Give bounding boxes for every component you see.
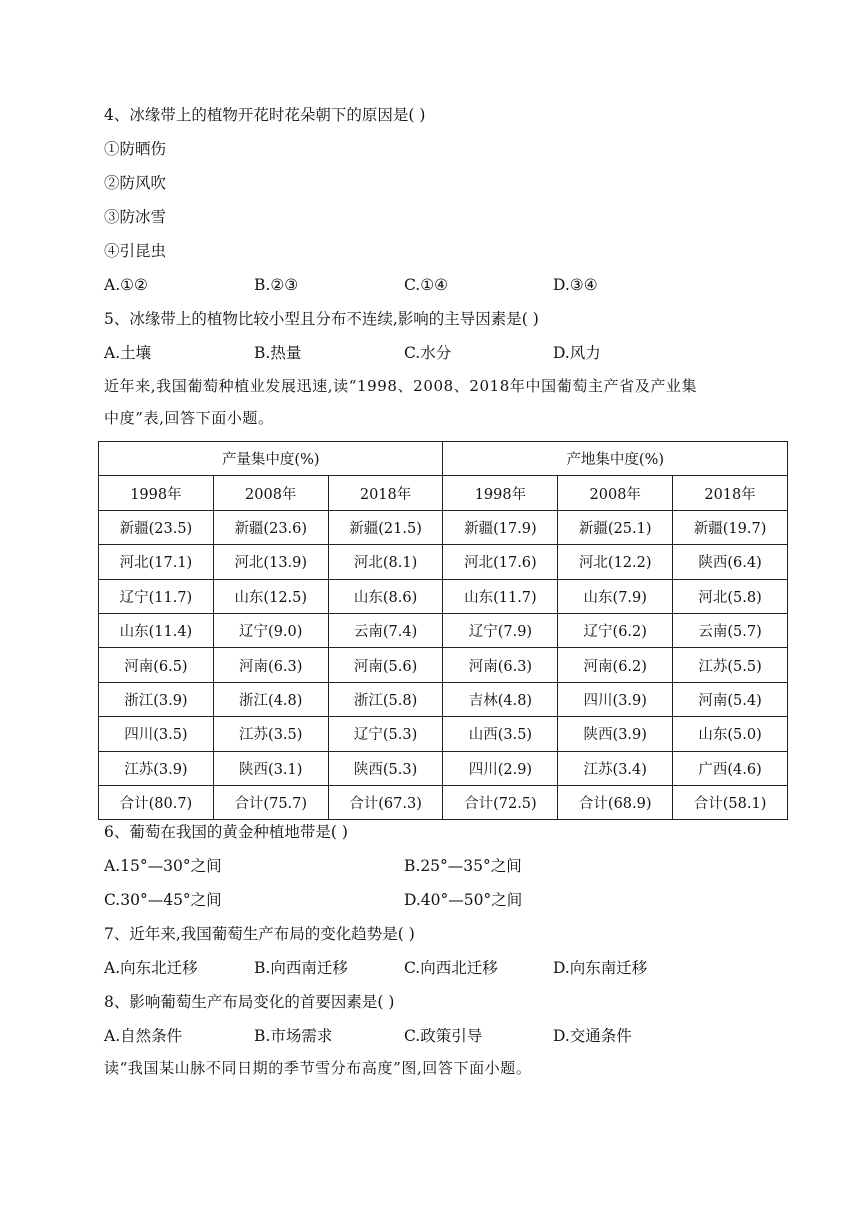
q4-option-c[interactable]: C.①④ xyxy=(404,276,449,294)
table-cell: 新疆(21.5) xyxy=(328,510,443,544)
table-cell: 广西(4.6) xyxy=(673,751,788,785)
table-cell: 河北(17.1) xyxy=(99,545,214,579)
q7-stem: 7、近年来,我国葡萄生产布局的变化趋势是( ) xyxy=(104,925,415,943)
table-cell: 陕西(6.4) xyxy=(673,545,788,579)
table-cell: 吉林(4.8) xyxy=(443,682,558,716)
table-cell: 河南(5.4) xyxy=(673,682,788,716)
year-header: 1998年 xyxy=(99,476,214,510)
table-row xyxy=(99,579,788,613)
q5-option-a[interactable]: A.土壤 xyxy=(104,344,152,362)
q8-option-a[interactable]: A.自然条件 xyxy=(104,1027,183,1045)
table-row xyxy=(99,717,788,751)
table-cell: 新疆(17.9) xyxy=(443,510,558,544)
table-cell: 浙江(5.8) xyxy=(328,682,443,716)
q8-option-b[interactable]: B.市场需求 xyxy=(254,1027,333,1045)
table-cell: 新疆(23.6) xyxy=(213,510,328,544)
table-cell: 江苏(3.4) xyxy=(558,751,673,785)
year-header: 2018年 xyxy=(673,476,788,510)
year-header: 2018年 xyxy=(328,476,443,510)
table-cell: 四川(3.5) xyxy=(99,717,214,751)
table-cell: 新疆(19.7) xyxy=(673,510,788,544)
table-cell: 合计(80.7) xyxy=(99,785,214,819)
table-cell: 辽宁(7.9) xyxy=(443,613,558,647)
intro-snow-chart: 读“我国某山脉不同日期的季节雪分布高度”图,回答下面小题。 xyxy=(104,1059,532,1077)
year-header: 2008年 xyxy=(213,476,328,510)
table-cell: 山东(11.7) xyxy=(443,579,558,613)
table-cell: 山东(7.9) xyxy=(558,579,673,613)
table-cell: 陕西(3.9) xyxy=(558,717,673,751)
q8-option-c[interactable]: C.政策引导 xyxy=(404,1027,483,1045)
table-year-header-row xyxy=(99,476,788,510)
table-cell: 江苏(3.9) xyxy=(99,751,214,785)
q4-item-2: ②防风吹 xyxy=(104,174,167,192)
intro-line-1: 近年来,我国葡萄种植业发展迅速,读“1998、2008、2018年中国葡萄主产省及产业集 xyxy=(104,377,698,395)
q6-stem: 6、葡萄在我国的黄金种植地带是( ) xyxy=(104,823,348,841)
table-cell: 辽宁(9.0) xyxy=(213,613,328,647)
table-cell: 河北(5.8) xyxy=(673,579,788,613)
table-cell: 合计(67.3) xyxy=(328,785,443,819)
table-cell: 辽宁(11.7) xyxy=(99,579,214,613)
grape-concentration-table xyxy=(98,441,788,820)
q4-item-4: ④引昆虫 xyxy=(104,242,167,260)
table-cell: 陕西(5.3) xyxy=(328,751,443,785)
q7-option-d[interactable]: D.向东南迁移 xyxy=(553,959,648,977)
q7-option-a[interactable]: A.向东北迁移 xyxy=(104,959,198,977)
table-cell: 山东(8.6) xyxy=(328,579,443,613)
table-cell: 河北(12.2) xyxy=(558,545,673,579)
q4-item-3: ③防冰雪 xyxy=(104,208,167,226)
table-cell: 河北(8.1) xyxy=(328,545,443,579)
q4-option-b[interactable]: B.②③ xyxy=(254,276,299,294)
year-header: 1998年 xyxy=(443,476,558,510)
year-header: 2008年 xyxy=(558,476,673,510)
table-cell: 云南(7.4) xyxy=(328,613,443,647)
q4-option-d[interactable]: D.③④ xyxy=(553,276,598,294)
table-cell: 辽宁(5.3) xyxy=(328,717,443,751)
q7-option-c[interactable]: C.向西北迁移 xyxy=(404,959,498,977)
q6-option-b[interactable]: B.25°—35°之间 xyxy=(404,857,522,875)
q5-option-c[interactable]: C.水分 xyxy=(404,344,452,362)
q4-option-a[interactable]: A.①② xyxy=(104,276,148,294)
table-cell: 河南(6.5) xyxy=(99,648,214,682)
q6-option-d[interactable]: D.40°—50°之间 xyxy=(404,891,523,909)
table-cell: 合计(75.7) xyxy=(213,785,328,819)
table-cell: 新疆(23.5) xyxy=(99,510,214,544)
table-row xyxy=(99,613,788,647)
table-cell: 云南(5.7) xyxy=(673,613,788,647)
table-cell: 河南(6.3) xyxy=(443,648,558,682)
q6-option-a[interactable]: A.15°—30°之间 xyxy=(104,857,222,875)
table-group-header-row xyxy=(99,442,788,476)
table-total-row xyxy=(99,785,788,819)
q8-option-d[interactable]: D.交通条件 xyxy=(553,1027,632,1045)
q4-item-1: ①防晒伤 xyxy=(104,140,167,158)
q5-option-d[interactable]: D.风力 xyxy=(553,344,601,362)
q5-stem: 5、冰缘带上的植物比较小型且分布不连续,影响的主导因素是( ) xyxy=(104,310,539,328)
table-row xyxy=(99,648,788,682)
table-cell: 河北(17.6) xyxy=(443,545,558,579)
table-cell: 浙江(4.8) xyxy=(213,682,328,716)
table-row xyxy=(99,510,788,544)
table-cell: 浙江(3.9) xyxy=(99,682,214,716)
table-cell: 合计(58.1) xyxy=(673,785,788,819)
table-cell: 河南(5.6) xyxy=(328,648,443,682)
table-cell: 河南(6.2) xyxy=(558,648,673,682)
table-cell: 江苏(3.5) xyxy=(213,717,328,751)
table-row xyxy=(99,682,788,716)
table-cell: 江苏(5.5) xyxy=(673,648,788,682)
q8-stem: 8、影响葡萄生产布局变化的首要因素是( ) xyxy=(104,993,395,1011)
group-header-area: 产地集中度(%) xyxy=(443,442,788,476)
q5-option-b[interactable]: B.热量 xyxy=(254,344,302,362)
group-header-output: 产量集中度(%) xyxy=(99,442,443,476)
table-cell: 山东(5.0) xyxy=(673,717,788,751)
table-cell: 四川(3.9) xyxy=(558,682,673,716)
table-cell: 合计(68.9) xyxy=(558,785,673,819)
table-cell: 新疆(25.1) xyxy=(558,510,673,544)
table-cell: 山西(3.5) xyxy=(443,717,558,751)
table-cell: 河北(13.9) xyxy=(213,545,328,579)
table-row xyxy=(99,545,788,579)
intro-line-2: 中度”表,回答下面小题。 xyxy=(104,409,274,427)
q4-stem: 4、冰缘带上的植物开花时花朵朝下的原因是( ) xyxy=(104,106,426,124)
table-cell: 山东(11.4) xyxy=(99,613,214,647)
table-row xyxy=(99,751,788,785)
table-cell: 辽宁(6.2) xyxy=(558,613,673,647)
q7-option-b[interactable]: B.向西南迁移 xyxy=(254,959,348,977)
table-cell: 陕西(3.1) xyxy=(213,751,328,785)
table-cell: 河南(6.3) xyxy=(213,648,328,682)
table-cell: 四川(2.9) xyxy=(443,751,558,785)
table-cell: 山东(12.5) xyxy=(213,579,328,613)
q6-option-c[interactable]: C.30°—45°之间 xyxy=(104,891,222,909)
table-cell: 合计(72.5) xyxy=(443,785,558,819)
